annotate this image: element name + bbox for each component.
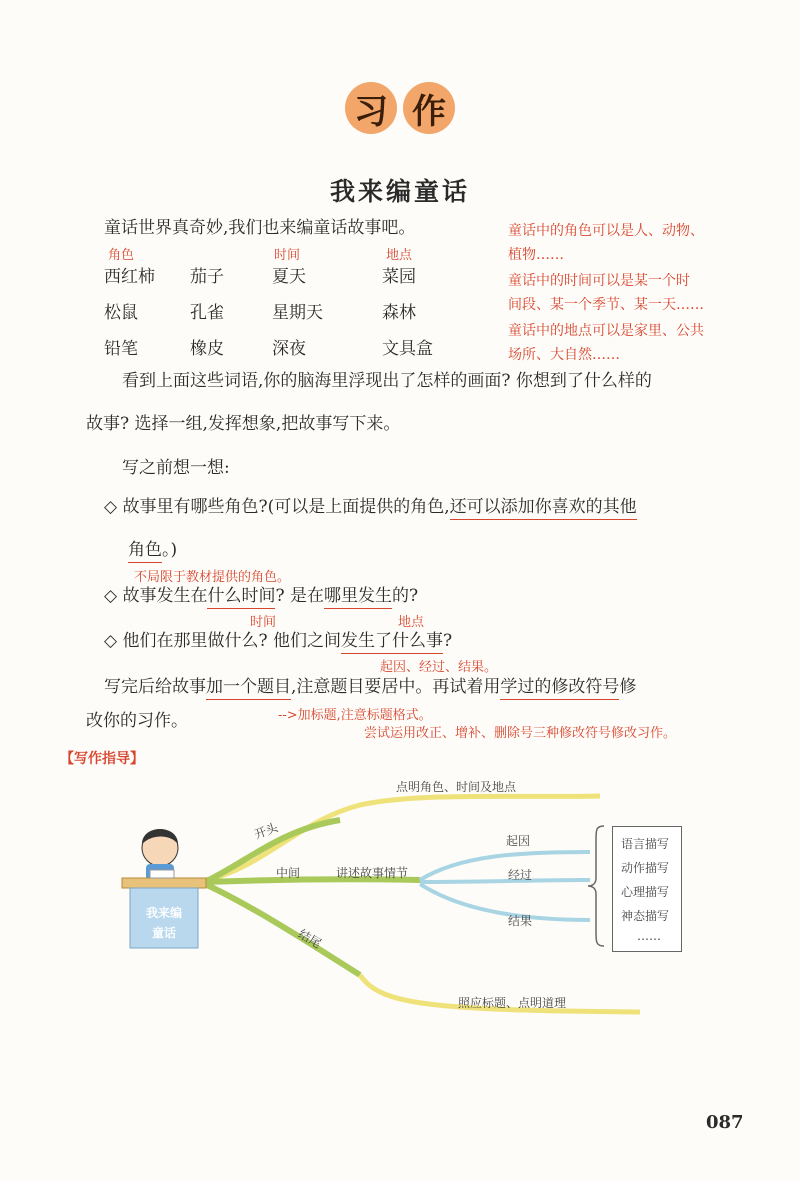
q3-underline: 发生了什么事 [341, 631, 443, 654]
word-cell: 菜园 [382, 267, 416, 287]
q2-underline-time: 什么时间 [207, 586, 275, 609]
word-cell: 孔雀 [190, 303, 224, 323]
word-cell: 铅笔 [104, 339, 138, 359]
guide-label: 【写作指导】 [60, 751, 144, 767]
question-1 [104, 499, 637, 516]
word-cell: 松鼠 [104, 303, 138, 323]
closing-text: 写完后给故事 [104, 677, 206, 697]
label-middle-leaf: 讲述故事情节 [336, 866, 409, 880]
closing-line-2: 改你的习作。 [86, 711, 188, 731]
branch-result [420, 884, 590, 920]
label-process: 经过 [508, 868, 533, 882]
side-note: 童话中的角色可以是人、动物、 [508, 223, 704, 239]
branch-cause [420, 852, 590, 880]
q2-mid: ? 是在 [275, 586, 325, 606]
word-cell: 橡皮 [190, 339, 224, 359]
word-cell: 茄子 [190, 267, 224, 287]
question-3 [104, 633, 452, 650]
q2-end: 的? [392, 586, 419, 606]
box-item: 神态描写 [621, 909, 670, 923]
side-note: 童话中的时间可以是某一个时 [508, 273, 690, 289]
question-2 [104, 588, 418, 605]
side-note: 植物…… [508, 247, 564, 263]
intro-text: 童话世界真奇妙,我们也来编童话故事吧。 [104, 218, 416, 238]
q1-underline-2: 角色 [128, 540, 162, 563]
q2-note-place: 地点 [398, 615, 425, 630]
side-note: 童话中的地点可以是家里、公共 [508, 323, 704, 339]
q3-text: ◇ 他们在那里做什么? 他们之间 [104, 631, 341, 651]
closing-note-1: -->加标题,注意标题格式。 [278, 708, 432, 723]
word-cell: 星期天 [272, 303, 323, 323]
q1-underline: 还可以添加你喜欢的其他 [450, 497, 637, 520]
closing-line-1 [104, 679, 636, 696]
title-char-1: 习 [345, 82, 397, 134]
desk-text-2: 童话 [151, 926, 176, 940]
label-result: 结果 [508, 914, 533, 928]
q3-note: 起因、经过、结果。 [380, 660, 498, 675]
word-cell: 森林 [382, 303, 416, 323]
q1-end: 。) [162, 540, 178, 560]
closing-underline-title: 加一个题目 [206, 677, 291, 700]
closing-mid: ,注意题目要居中。再试着用 [291, 677, 501, 697]
title-char-2: 作 [403, 82, 455, 134]
page-number: 087 [706, 1112, 744, 1133]
q1-note: 不局限于教材提供的角色。 [134, 570, 291, 585]
book [150, 870, 174, 878]
label-end: 结尾 [295, 926, 324, 951]
prompt-line-1: 看到上面这些词语,你的脑海里浮现出了怎样的画面? 你想到了什么样的 [122, 371, 652, 391]
label-start: 开头 [252, 820, 280, 842]
box-item: 动作描写 [621, 861, 670, 875]
label-cause: 起因 [506, 834, 531, 848]
description-box [612, 826, 682, 952]
side-note: 间段、某一个季节、某一天…… [508, 297, 704, 313]
closing-end: 修 [619, 677, 637, 697]
header-place: 地点 [386, 248, 413, 263]
box-item: 语言描写 [621, 837, 670, 851]
brace [588, 826, 604, 946]
closing-note-2: 尝试运用改正、增补、删除号三种修改符号修改习作。 [364, 726, 677, 741]
think-first: 写之前想一想: [122, 458, 230, 478]
lesson-title [345, 82, 457, 134]
closing-underline-symbols: 学过的修改符号 [500, 677, 619, 700]
q1-text: ◇ 故事里有哪些角色?(可以是上面提供的角色, [104, 497, 450, 517]
word-cell: 文具盒 [382, 339, 433, 359]
branch-process [420, 880, 590, 882]
word-cell: 夏天 [272, 267, 306, 287]
branch-end [205, 884, 360, 975]
header-role: 角色 [108, 248, 135, 263]
word-cell: 深夜 [272, 339, 306, 359]
question-1-cont [128, 542, 177, 559]
box-item: 心理描写 [621, 885, 670, 899]
q2-underline-place: 哪里发生 [324, 586, 392, 609]
q2-text: ◇ 故事发生在 [104, 586, 208, 606]
side-note: 场所、大自然…… [508, 347, 620, 363]
prompt-line-2: 故事? 选择一组,发挥想象,把故事写下来。 [86, 414, 401, 434]
desk-text-1: 我来编 [145, 906, 182, 920]
word-cell: 西红柿 [104, 267, 155, 287]
page-subtitle: 我来编童话 [329, 177, 470, 206]
desk-top [122, 878, 206, 888]
q3-end: ? [443, 631, 453, 651]
q2-note-time: 时间 [250, 615, 277, 630]
header-time: 时间 [274, 248, 301, 263]
label-start-leaf: 点明角色、时间及地点 [396, 780, 517, 794]
label-middle: 中间 [276, 866, 301, 880]
box-item: …… [637, 929, 661, 943]
label-end-leaf: 照应标题、点明道理 [458, 996, 567, 1010]
